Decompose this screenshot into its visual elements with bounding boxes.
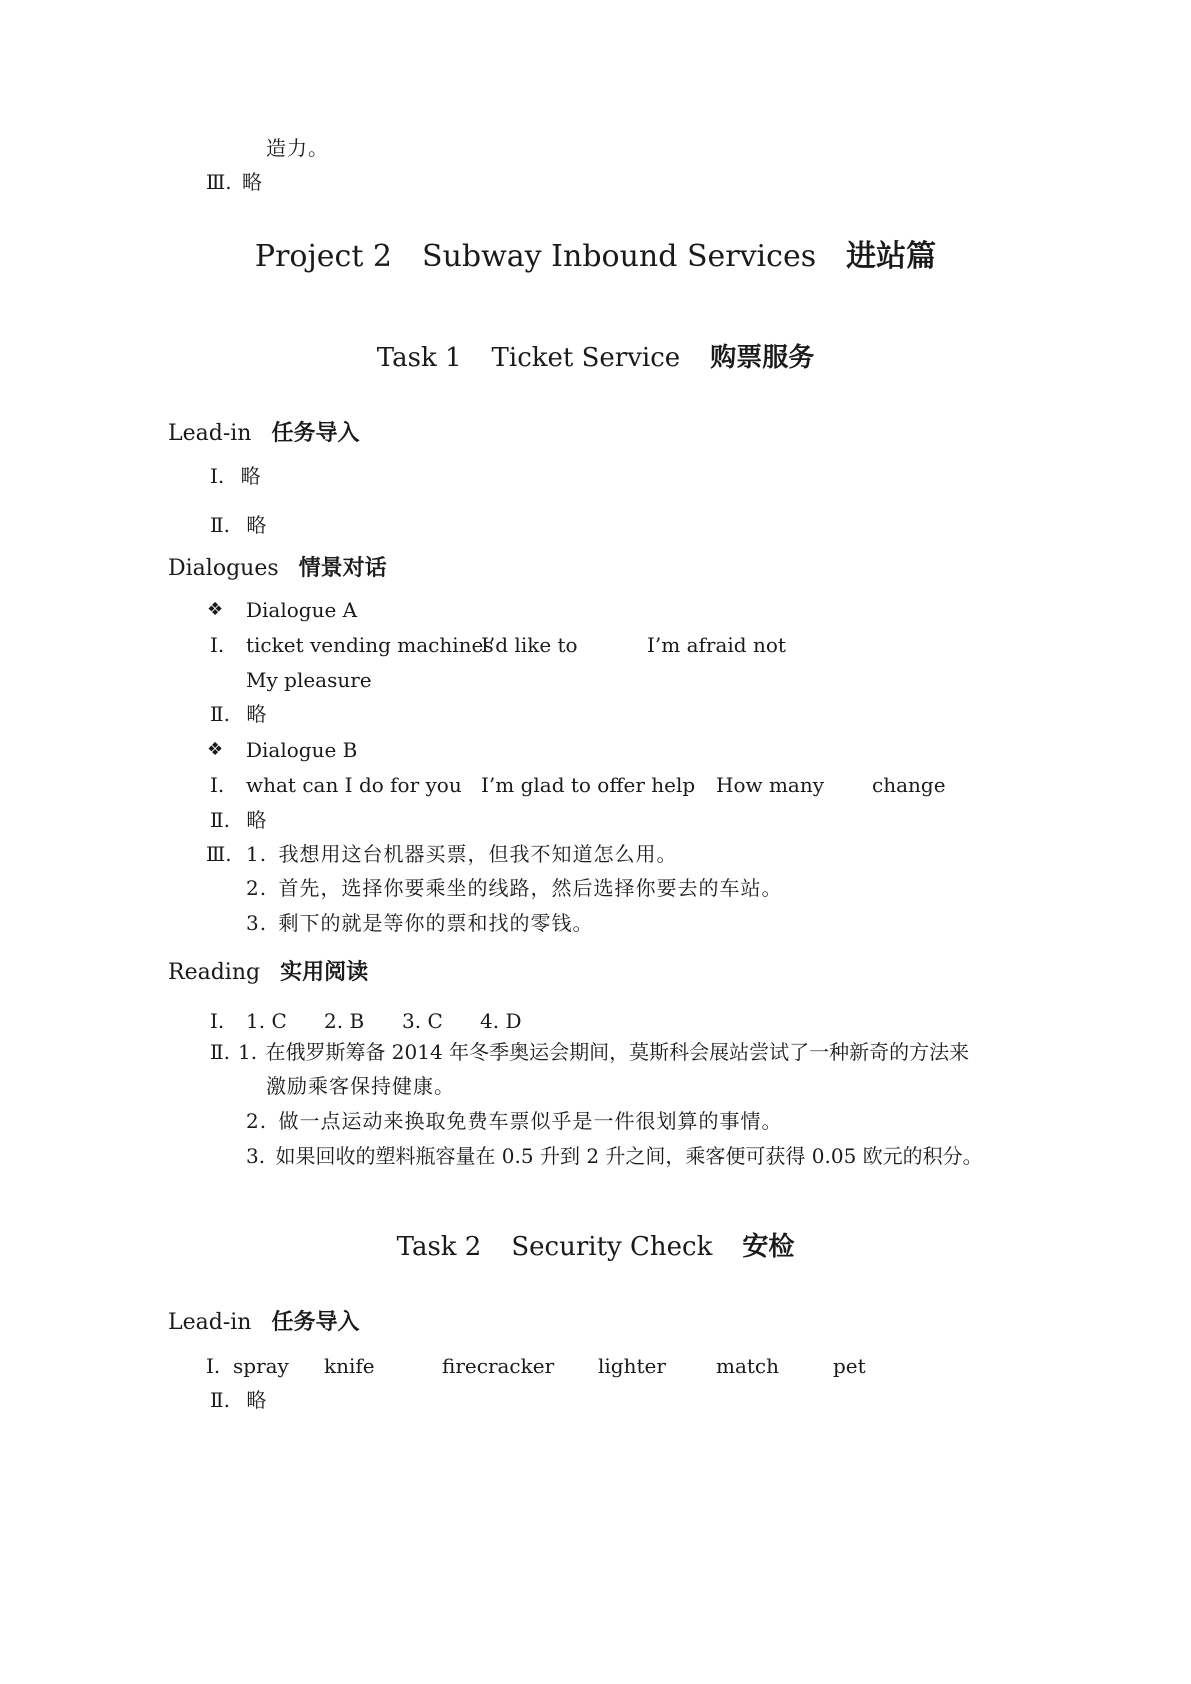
line-number: 1. [246,842,268,866]
line-number: 3. [246,911,268,935]
line-number: 1. [238,1040,258,1064]
line-number: 2. [246,1109,268,1133]
project-title-cn: 进站篇 [846,239,937,274]
answer-word: lighter [598,1354,666,1378]
line-text: 如果回收的塑料瓶容量在 0.5 升到 2 升之间，乘客便可获得 0.05 欧元的积分。 [275,1144,983,1168]
section-heading-cn: 任务导入 [271,1310,360,1335]
answer-word: change [872,773,946,797]
item-number: Ⅰ. [210,773,225,797]
section-heading-en: Lead-in [168,421,252,446]
line-text: 做一点运动来换取免费车票似乎是一件很划算的事情。 [278,1109,783,1133]
item-number: Ⅱ. [210,702,230,726]
answer-word: 2. B [324,1009,365,1033]
section-heading-cn: 任务导入 [271,421,360,446]
answer-word: what can I do for you [246,773,462,797]
translation-line [246,876,782,900]
diamond-bullet-icon: ❖ [207,739,224,760]
answer-item [210,808,266,832]
task1-title [0,342,1191,374]
answer-item [210,513,266,537]
section-heading-cn: 实用阅读 [280,960,369,985]
answer-word: I’d like to [481,633,578,657]
answer-word: 1. C [246,1009,287,1033]
section-heading-en: Lead-in [168,1310,252,1335]
section-heading-en: Reading [168,960,261,985]
project-title [0,239,1191,275]
answer-word: 3. C [402,1009,443,1033]
task1-label: Task 1 [376,343,462,373]
answer-word: I’m glad to offer help [481,773,696,797]
task2-label: Task 2 [396,1232,482,1262]
line-number: 2. [246,876,268,900]
reading-heading [168,960,368,986]
project-label: Project 2 [254,239,393,274]
dialogue-a-title: Dialogue A [246,598,358,622]
item-number: I. [206,1354,221,1378]
project-title-en: Subway Inbound Services [422,239,817,274]
answer-item [206,170,262,194]
task1-title-cn: 购票服务 [710,343,815,373]
line-text: 我想用这台机器买票，但我不知道怎么用。 [278,842,678,866]
item-text: 略 [242,170,263,194]
answer-word: firecracker [442,1354,555,1378]
answer-word: match [716,1354,780,1378]
answer-item [210,464,261,488]
answer-word: knife [324,1354,375,1378]
task1-title-en: Ticket Service [491,343,681,373]
line-text: 首先，选择你要乘坐的线路，然后选择你要去的车站。 [278,876,783,900]
dialogue-b-title: Dialogue B [246,738,358,762]
answer-word: 4. D [480,1009,522,1033]
translation-line [246,911,593,935]
answer-word: spray [233,1354,289,1378]
answer-word: ticket vending machines [246,633,494,657]
diamond-bullet-icon: ❖ [207,599,224,620]
item-number: Ⅰ. [210,633,225,657]
item-text: 略 [240,464,261,488]
item-text: 略 [246,808,267,832]
item-number: Ⅰ. [210,1009,225,1033]
answer-item [210,1388,266,1412]
line-text: 在俄罗斯筹备 2014 年冬季奥运会期间，莫斯科会展站尝试了一种新奇的方法来 [265,1040,970,1064]
task2-title-cn: 安检 [742,1232,795,1262]
translation-line [246,842,677,866]
item-number: Ⅱ. [210,1388,230,1412]
item-number: Ⅱ. [210,513,230,537]
answer-word: How many [716,773,825,797]
item-number: Ⅲ. [206,842,232,866]
section-heading-cn: 情景对话 [298,556,387,581]
answer-word: pet [833,1354,866,1378]
item-number: Ⅱ. [210,1040,230,1064]
line-number: 3. [246,1144,266,1168]
translation-line [246,1109,782,1133]
task2-title-en: Security Check [511,1232,713,1262]
item-number: Ⅱ. [210,808,230,832]
answer-word: My pleasure [246,668,372,692]
item-number: Ⅲ. [206,170,232,194]
task1-leadin-heading [168,421,359,447]
item-text: 略 [246,513,267,537]
item-text: 略 [246,1388,267,1412]
task2-leadin-heading [168,1310,359,1336]
item-text: 略 [246,702,267,726]
task2-title [0,1231,1191,1263]
translation-line [246,1144,983,1168]
translation-line [238,1040,969,1064]
line-text: 剩下的就是等你的票和找的零钱。 [278,911,594,935]
answer-word: I’m afraid not [647,633,786,657]
item-number: Ⅰ. [210,464,225,488]
answer-item [210,702,266,726]
continuation-text: 造力。 [266,136,329,160]
translation-line-continuation: 激励乘客保持健康。 [266,1074,455,1098]
section-heading-en: Dialogues [168,556,279,581]
dialogues-heading [168,556,387,582]
